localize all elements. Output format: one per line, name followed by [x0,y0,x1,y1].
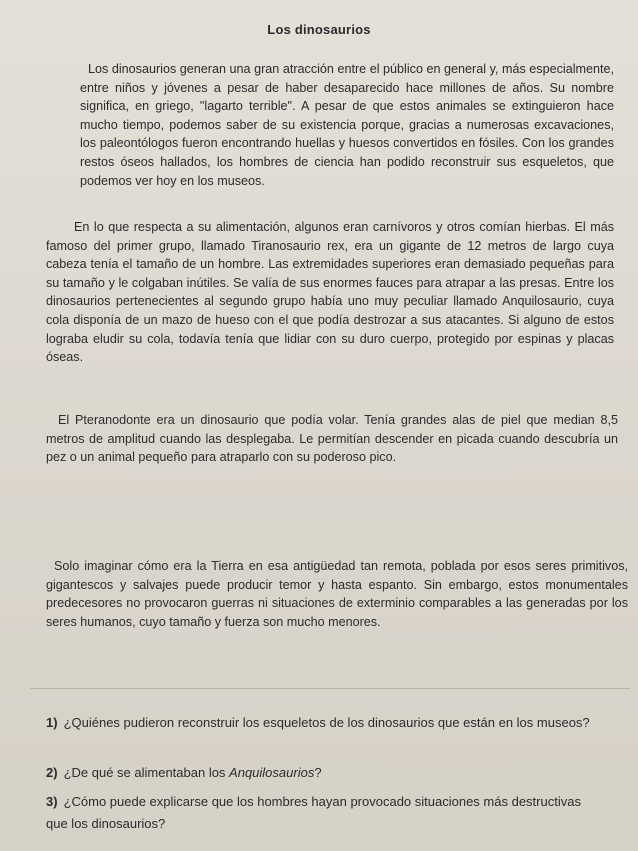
question-number: 2) [46,765,58,780]
question-number: 3) [46,794,58,809]
question-number: 1) [46,715,58,730]
paragraph-pteranodonte: El Pteranodonte era un dinosaurio que podía volar. Tenía grandes alas de piel que median 8,5 metros de amplitud cuando las desplegaba. Le permitían descender en picada cuando descubría un pez o un animal pequeño para atraparlo con su poderoso pico. [46,413,618,465]
question-2 [46,762,606,784]
question-text-after: ? [314,765,322,780]
question-text: ¿Quiénes pudieron reconstruir los esqueletos de los dinosaurios que están en los museos? [63,715,590,730]
question-text: ¿Cómo puede explicarse que los hombres hayan provocado situaciones más destructivas que los dinosaurios? [46,794,581,831]
question-1 [46,712,606,734]
question-text-before: ¿De qué se alimentaban los [63,765,230,780]
paragraph-alimentacion: En lo que respecta a su alimentación, algunos eran carnívoros y otros comían hierbas. El más famoso del primer grupo, llamado Tiranosaurio rex, era un gigante de 12 metros de largo cuya cabeza tenía el tamaño de un hombre. Las extremidades superiores eran demasiado pequeñas para su tamaño y le colgaban inútiles. Se valía de sus enormes fauces para atrapar a las presas. Entre los dinosaurios pertenecientes al segundo grupo había uno muy peculiar llamado Anquilosaurio, cuya cola disponía de un mazo de hueso con el que podía destrozar a sus atacantes. Si alguno de estos lograba eludir su cola, todavía tenía que lidiar con su duro cuerpo, protegido por espinas y placas óseas. [46,220,614,365]
question-3 [46,791,606,835]
page-title: Los dinosaurios [267,22,371,37]
section-divider [30,688,630,689]
paragraph-intro: Los dinosaurios generan una gran atracción entre el público en general y, más especialmente, entre niños y jóvenes a pesar de haber desaparecido hace millones de años. Su nombre significa, en griego, "lagarto terrible". A pesar de que estos animales se extinguieron hace mucho tiempo, podemos saber de su existencia porque, gracias a numerosas excavaciones, los paleontólogos fueron encontrando huellas y huesos convertidos en fósiles. Con los grandes restos óseos hallados, los hombres de ciencia han podido reconstruir sus esqueletos, que podemos ver hoy en los museos. [80,62,614,188]
question-text-italic: Anquilosaurios [229,765,315,780]
paragraph-conclusion: Solo imaginar cómo era la Tierra en esa antigüedad tan remota, poblada por esos seres primitivos, gigantescos y salvajes puede producir temor y hasta espanto. Sin embargo, estos monumentales predecesores no provocaron guerras ni situaciones de exterminio comparables a las generadas por los seres humanos, cuyo tamaño y fuerza son mucho menores. [46,559,628,629]
